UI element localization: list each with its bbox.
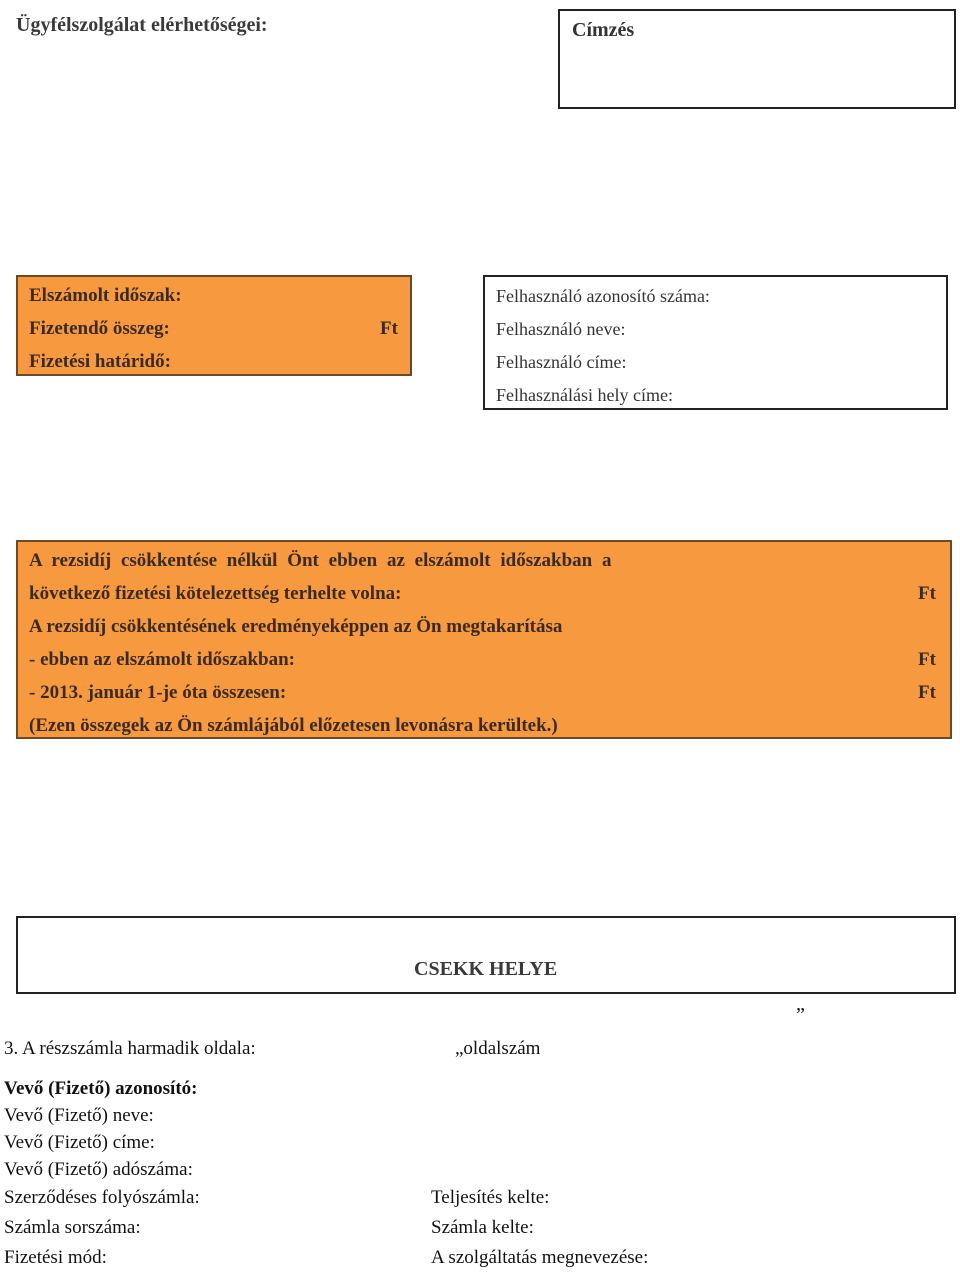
amount-unit: Ft [380, 318, 398, 339]
quote-mark: ” [796, 1004, 805, 1026]
user-name-label: Felhasználó neve: [496, 319, 626, 339]
savings-line-2: következő fizetési kötelezettség terhelte volna: [29, 583, 402, 604]
check-placeholder-box [16, 916, 956, 994]
billing-period-label: Elszámolt időszak: [29, 285, 182, 306]
user-address-label: Felhasználó címe: [496, 352, 627, 372]
savings-box [16, 540, 952, 739]
buyer-id-label: Vevő (Fizető) azonosító: [4, 1078, 198, 1099]
check-placeholder-label: CSEKK HELYE [414, 958, 558, 980]
invoice-number-label: Számla sorszáma: [4, 1217, 141, 1238]
invoice-date-label: Számla kelte: [431, 1217, 534, 1238]
payment-deadline-label: Fizetési határidő: [29, 351, 171, 372]
savings-line-4: - ebben az elszámolt időszakban: [29, 649, 295, 670]
address-label: Címzés [572, 19, 635, 41]
service-name-label: A szolgáltatás megnevezése: [431, 1247, 649, 1268]
billing-summary-box [16, 275, 412, 376]
contract-account-label: Szerződéses folyószámla: [4, 1187, 200, 1208]
page-number-note: „oldalszám [455, 1038, 541, 1059]
savings-line-2-unit: Ft [918, 583, 936, 604]
savings-line-5: - 2013. január 1-je óta összesen: [29, 682, 287, 703]
user-id-label: Felhasználó azonosító száma: [496, 286, 710, 306]
customer-service-title: Ügyfélszolgálat elérhetőségei: [16, 14, 268, 36]
buyer-name-label: Vevő (Fizető) neve: [4, 1105, 154, 1126]
user-info-box [483, 275, 948, 410]
savings-line-4-unit: Ft [918, 649, 936, 670]
address-box [558, 9, 956, 109]
savings-line-6: (Ezen összegek az Ön számlájából előzetesen levonásra kerültek.) [29, 715, 558, 736]
savings-line-5-unit: Ft [918, 682, 936, 703]
page-heading: 3. A részszámla harmadik oldala: [4, 1038, 256, 1059]
amount-due-label: Fizetendő összeg: [29, 318, 170, 339]
buyer-address-label: Vevő (Fizető) címe: [4, 1132, 155, 1153]
savings-line-3: A rezsidíj csökkentésének eredményeképpen az Ön megtakarítása [29, 616, 563, 637]
usage-site-label: Felhasználási hely címe: [496, 385, 673, 405]
savings-line-1: A rezsidíj csökkentése nélkül Önt ebben az elszámolt időszakban a [29, 550, 612, 571]
performance-date-label: Teljesítés kelte: [431, 1187, 550, 1208]
payment-method-label: Fizetési mód: [4, 1247, 107, 1268]
buyer-tax-label: Vevő (Fizető) adószáma: [4, 1159, 193, 1180]
